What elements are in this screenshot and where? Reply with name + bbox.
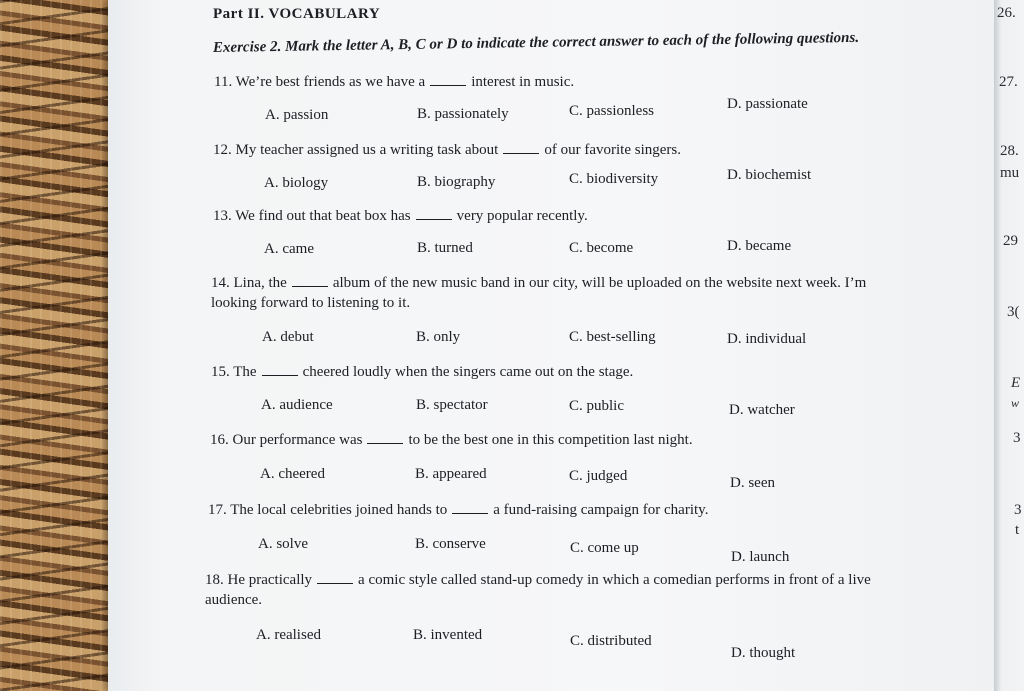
- question-text-before: 13. We find out that beat box has: [213, 208, 411, 224]
- edge-text: 3(: [1007, 304, 1020, 320]
- option-c: C. distributed: [570, 633, 652, 649]
- answer-blank: [452, 501, 488, 514]
- option-a: A. debut: [262, 329, 314, 345]
- answer-blank: [430, 73, 466, 86]
- answer-blank: [367, 431, 403, 444]
- question-16: [210, 431, 693, 449]
- option-a: A. solve: [258, 536, 308, 552]
- option-c: C. public: [569, 398, 624, 414]
- option-d: D. biochemist: [727, 167, 812, 183]
- option-a: A. biology: [264, 175, 329, 191]
- edge-text: w: [1011, 396, 1020, 410]
- option-d: D. watcher: [729, 402, 795, 418]
- part-title: Part II. VOCABULARY: [213, 6, 381, 22]
- question-12: [213, 141, 681, 159]
- question-13: [213, 207, 588, 225]
- option-b: B. invented: [413, 627, 483, 643]
- edge-text: 26.: [997, 5, 1016, 21]
- option-a: A. audience: [261, 397, 333, 413]
- answer-blank: [262, 363, 298, 376]
- edge-text: 3: [1014, 502, 1022, 518]
- option-c: C. passionless: [569, 103, 655, 119]
- option-d: D. became: [727, 238, 792, 254]
- option-a: A. passion: [265, 107, 329, 123]
- edge-text: mu: [1000, 165, 1020, 181]
- answer-blank: [292, 274, 328, 287]
- woven-mat-background: [0, 0, 112, 691]
- question-11: [214, 73, 574, 91]
- edge-text: 28.: [1000, 143, 1019, 159]
- question-text-after: a fund-raising campaign for charity.: [493, 502, 709, 518]
- option-c: C. judged: [569, 468, 628, 484]
- question-text-after: of our favorite singers.: [544, 142, 681, 158]
- question-text-after: a comic style called stand-up comedy in which a comedian performs in front of a live: [358, 572, 871, 588]
- option-d: D. passionate: [727, 96, 808, 112]
- option-d: D. individual: [727, 331, 807, 347]
- exercise-instruction: Exercise 2. Mark the letter A, B, C or D to indicate the correct answer to each of the following questions.: [212, 29, 860, 56]
- question-text-before: 16. Our performance was: [210, 432, 363, 448]
- option-c: C. biodiversity: [569, 171, 659, 187]
- question-14: [211, 274, 866, 292]
- option-b: B. conserve: [415, 536, 486, 552]
- option-c: C. become: [569, 240, 634, 256]
- answer-blank: [503, 141, 539, 154]
- edge-text: E: [1011, 375, 1021, 391]
- option-b: B. only: [416, 329, 461, 345]
- option-a: A. cheered: [260, 466, 325, 482]
- option-b: B. passionately: [417, 106, 509, 122]
- edge-text: 27.: [999, 74, 1018, 90]
- option-a: A. realised: [256, 627, 321, 643]
- question-text-after: to be the best one in this competition last night.: [408, 432, 693, 448]
- option-b: B. appeared: [415, 466, 487, 482]
- option-a: A. came: [264, 241, 314, 257]
- question-18-continuation: audience.: [205, 592, 263, 608]
- question-14-continuation: looking forward to listening to it.: [211, 295, 411, 311]
- question-15: [211, 363, 633, 381]
- next-page-edge: [994, 0, 1024, 691]
- edge-text: t: [1015, 522, 1020, 538]
- question-text-after: interest in music.: [471, 74, 575, 90]
- question-text-before: 15. The: [211, 364, 257, 380]
- question-text-before: 14. Lina, the: [211, 275, 287, 291]
- option-d: D. thought: [731, 645, 796, 661]
- answer-blank: [416, 207, 452, 220]
- question-text-before: 18. He practically: [205, 572, 313, 588]
- option-b: B. spectator: [416, 397, 488, 413]
- option-d: D. seen: [730, 475, 775, 491]
- question-18: [205, 571, 871, 589]
- question-text-before: 11. We’re best friends as we have a: [214, 74, 426, 90]
- question-text-before: 17. The local celebrities joined hands to: [208, 502, 448, 518]
- question-text-after: album of the new music band in our city, will be uploaded on the website next week. I’m: [332, 275, 867, 291]
- edge-text: 29: [1003, 233, 1018, 249]
- answer-blank: [317, 571, 353, 584]
- option-b: B. biography: [417, 174, 496, 190]
- option-c: C. come up: [570, 540, 639, 556]
- question-text-after: cheered loudly when the singers came out on the stage.: [302, 364, 634, 380]
- option-b: B. turned: [417, 240, 473, 256]
- question-text-after: very popular recently.: [456, 208, 588, 224]
- option-c: C. best-selling: [569, 329, 656, 345]
- edge-text: 3: [1013, 430, 1021, 446]
- question-17: [208, 501, 708, 519]
- option-d: D. launch: [731, 549, 790, 565]
- question-text-before: 12. My teacher assigned us a writing task about: [213, 142, 499, 158]
